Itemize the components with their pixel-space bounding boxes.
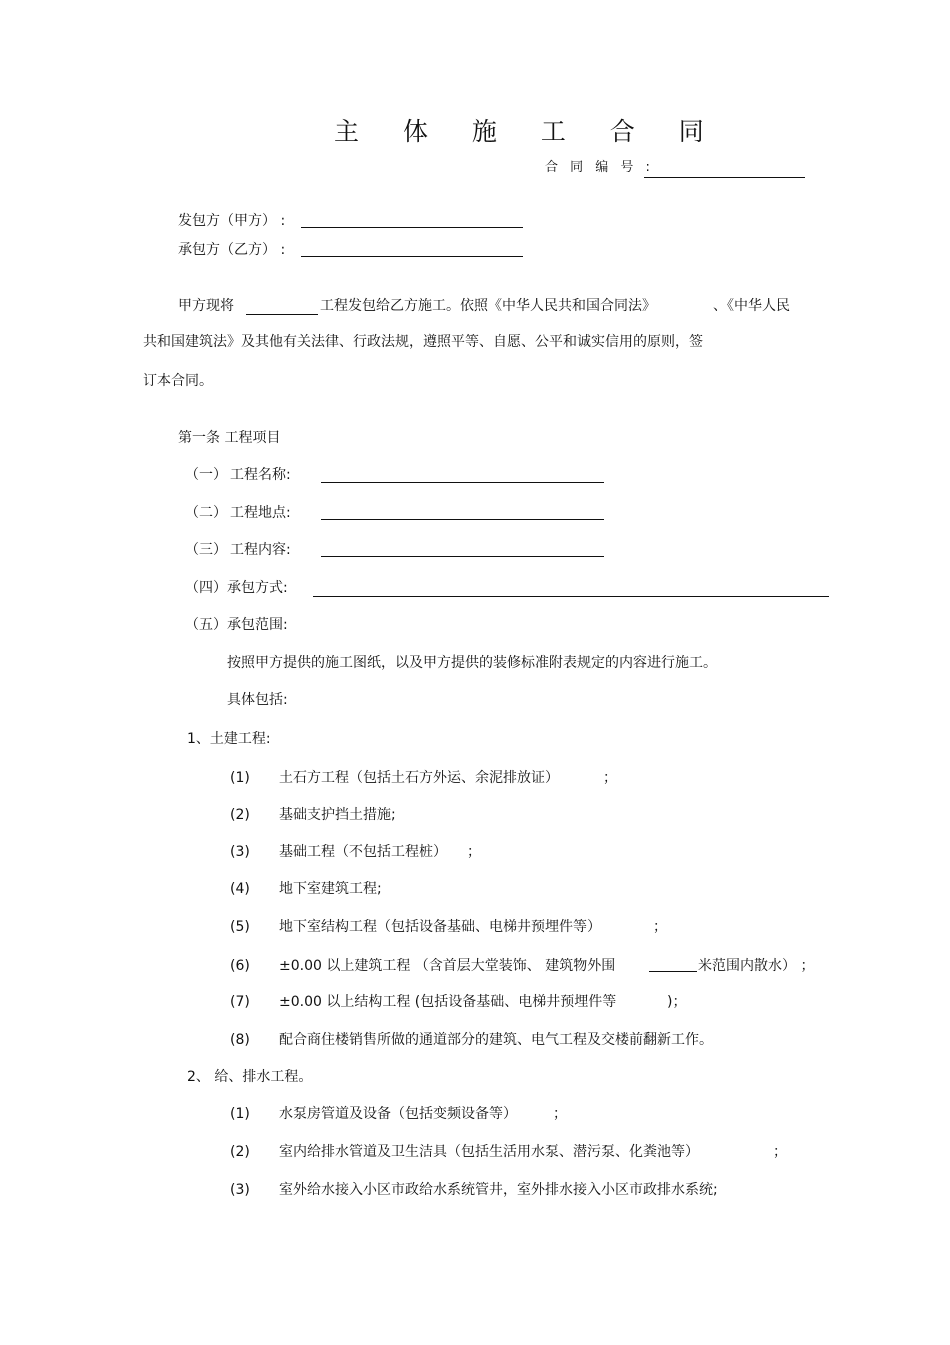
list-item: 土石方工程（包括土石方外运、余泥排放证） xyxy=(279,770,559,786)
preamble-mid: 工程发包给乙方施工。依照《中华人民共和国合同法》 xyxy=(320,298,656,314)
preamble-line3: 订本合同。 xyxy=(143,373,213,389)
list-item: 室内给排水管道及卫生洁具（包括生活用水泵、潜污泵、化粪池等） xyxy=(279,1144,699,1160)
item-number: （一） xyxy=(185,467,227,483)
contract-number-label: 合 同 编 号 : xyxy=(545,160,654,175)
list-item-number: (2) xyxy=(230,1144,250,1160)
contract-number-field[interactable] xyxy=(644,177,805,178)
page-title: 主 体 施 工 合 同 xyxy=(334,117,722,146)
project-location-label: 工程地点: xyxy=(230,505,291,521)
project-content-field[interactable] xyxy=(321,556,604,557)
project-location-field[interactable] xyxy=(321,519,604,520)
contract-scope-label: （五）承包范围: xyxy=(185,617,288,633)
list-item-tail: ； xyxy=(653,919,667,935)
list-item-tail: ； xyxy=(467,844,481,860)
item-number: （三） xyxy=(185,542,227,558)
list-item: 配合商住楼销售所做的通道部分的建筑、电气工程及交楼前翻新工作。 xyxy=(279,1032,713,1048)
party-a-field[interactable] xyxy=(301,227,523,228)
list-item-number: (6) xyxy=(230,958,250,974)
list-item-tail: )； xyxy=(667,994,687,1010)
list-item: 地下室结构工程（包括设备基础、电梯井预埋件等） xyxy=(279,919,601,935)
list-item-number: (7) xyxy=(230,994,250,1010)
project-name-field[interactable] xyxy=(321,482,604,483)
list-item: 地下室建筑工程; xyxy=(279,881,382,897)
specific-label: 具体包括: xyxy=(227,692,288,708)
project-content-label: 工程内容: xyxy=(230,542,291,558)
list-item: 水泵房管道及设备（包括变频设备等） xyxy=(279,1106,517,1122)
list-item: ±0.00 以上建筑工程 （含首层大堂装饰、 建筑物外围 xyxy=(279,958,616,974)
list-item-tail: ； xyxy=(603,770,617,786)
list-item: 基础工程（不包括工程桩） xyxy=(279,844,447,860)
list-item: 室外给水接入小区市政给水系统管井，室外排水接入小区市政排水系统; xyxy=(279,1182,718,1198)
list-item-number: (5) xyxy=(230,919,250,935)
article1-heading: 第一条 工程项目 xyxy=(178,430,281,446)
scope-text: 按照甲方提供的施工图纸，以及甲方提供的装修标准附表规定的内容进行施工。 xyxy=(227,655,717,671)
list-item-tail: 米范围内散水） ； xyxy=(698,958,815,974)
list-item: 基础支护挡土措施; xyxy=(279,807,396,823)
distance-blank[interactable] xyxy=(649,971,697,972)
project-name-label: 工程名称: xyxy=(230,467,291,483)
list-item-number: (3) xyxy=(230,844,250,860)
preamble-prefix: 甲方现将 xyxy=(178,298,234,314)
project-name-blank[interactable] xyxy=(246,314,318,315)
list-item-number: (4) xyxy=(230,881,250,897)
section2-heading: 2、 给、排水工程。 xyxy=(187,1069,313,1085)
list-item-number: (1) xyxy=(230,770,250,786)
list-item-number: (1) xyxy=(230,1106,250,1122)
list-item-tail: ； xyxy=(773,1144,787,1160)
list-item-number: (2) xyxy=(230,807,250,823)
contract-method-field[interactable] xyxy=(313,596,829,597)
section1-heading: 1、土建工程: xyxy=(187,731,271,747)
preamble-line2: 共和国建筑法》及其他有关法律、行政法规，遵照平等、自愿、公平和诚实信用的原则，签 xyxy=(143,334,703,350)
party-b-field[interactable] xyxy=(301,256,523,257)
party-a-label: 发包方（甲方） : xyxy=(178,213,286,229)
list-item-number: (8) xyxy=(230,1032,250,1048)
preamble-end: 、《中华人民 xyxy=(713,298,790,314)
party-b-label: 承包方（乙方） : xyxy=(178,242,286,258)
list-item: ±0.00 以上结构工程 (包括设备基础、电梯井预埋件等 xyxy=(279,994,617,1010)
list-item-number: (3) xyxy=(230,1182,250,1198)
list-item-tail: ； xyxy=(553,1106,567,1122)
item-number: （二） xyxy=(185,505,227,521)
contract-method-label: （四）承包方式: xyxy=(185,580,288,596)
